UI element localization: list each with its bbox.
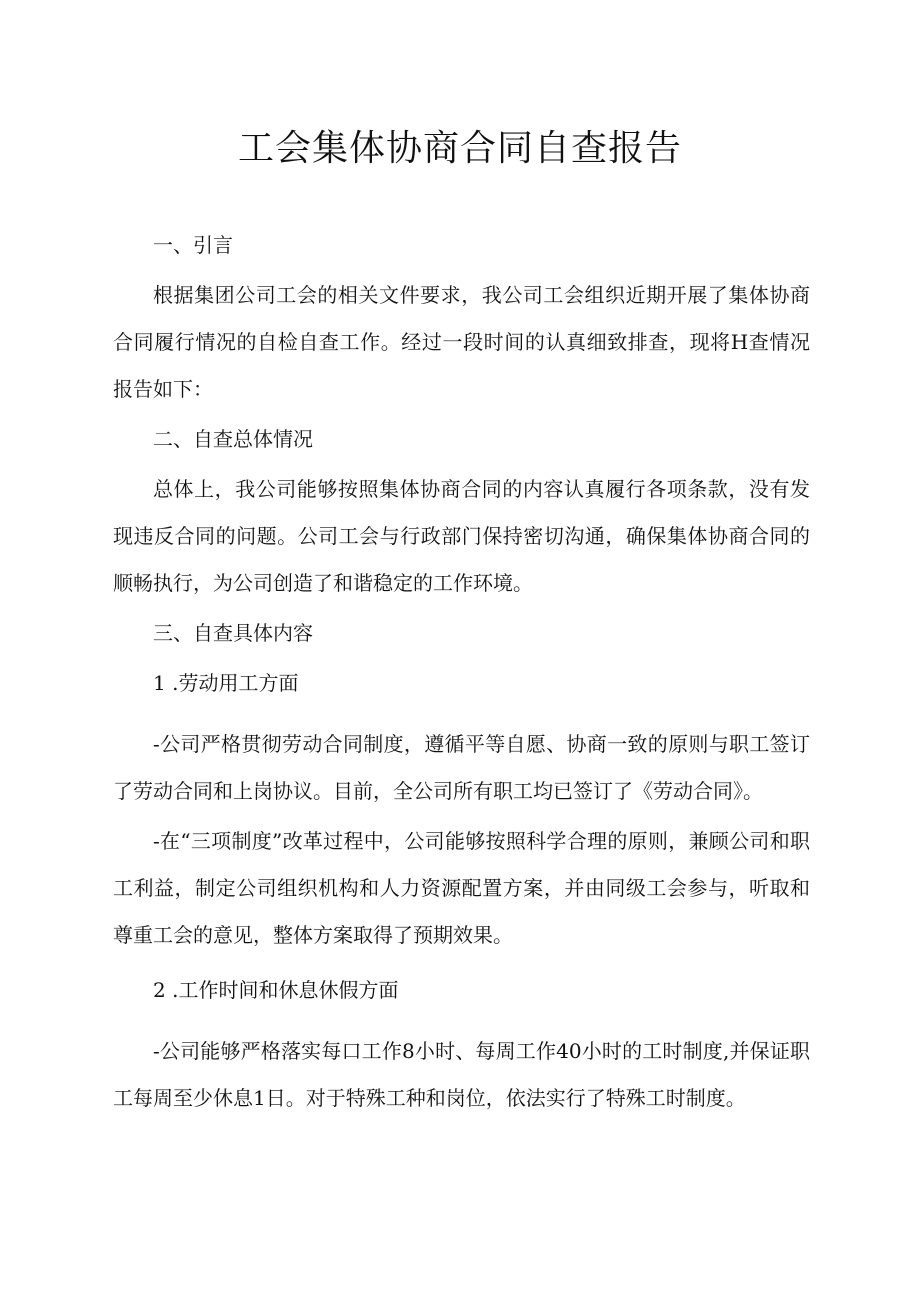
document-title: 工会集体协商合同自查报告 bbox=[237, 128, 682, 169]
detail-heading: 三、自查具体内容 bbox=[153, 621, 313, 645]
document-body bbox=[113, 222, 810, 1122]
overall-paragraph: 总体上，我公司能够按照集体协商合同的内容认真履行各项条款，没有发现违反合同的问题。公司工会与行政部门保持密切沟通，确保集体协商合同的顺畅执行，为公司创造了和谐稳定的工作环境。 bbox=[113, 477, 810, 595]
sub2-heading: 2 .工作时间和休息休假方面 bbox=[153, 978, 399, 1002]
intro-heading: 一、引言 bbox=[153, 233, 233, 257]
intro-paragraph: 根据集团公司工会的相关文件要求，我公司工会组织近期开展了集体协商合同履行情况的自检自查工作。经过一段时间的认真细致排查，现将H查情况报告如下： bbox=[113, 283, 810, 401]
sub1-heading: 1 .劳动用工方面 bbox=[153, 671, 299, 695]
overall-heading: 二、自查总体情况 bbox=[153, 427, 313, 451]
sub1-item-1: -公司严格贯彻劳动合同制度，遵循平等自愿、协商一致的原则与职工签订了劳动合同和上岗协议。目前，全公司所有职工均已签订了《劳动合同》。 bbox=[113, 732, 810, 803]
sub1-item-2: -在“三项制度”改革过程中，公司能够按照科学合理的原则，兼顾公司和职工利益，制定公司组织机构和人力资源配置方案，并由同级工会参与，听取和尊重工会的意见，整体方案取得了预期效果。 bbox=[113, 829, 810, 947]
sub2-item-1: -公司能够严格落实每口工作8小时、每周工作40小时的工时制度,并保证职工每周至少休息1日。对于特殊工种和岗位，依法实行了特殊工时制度。 bbox=[113, 1039, 810, 1110]
